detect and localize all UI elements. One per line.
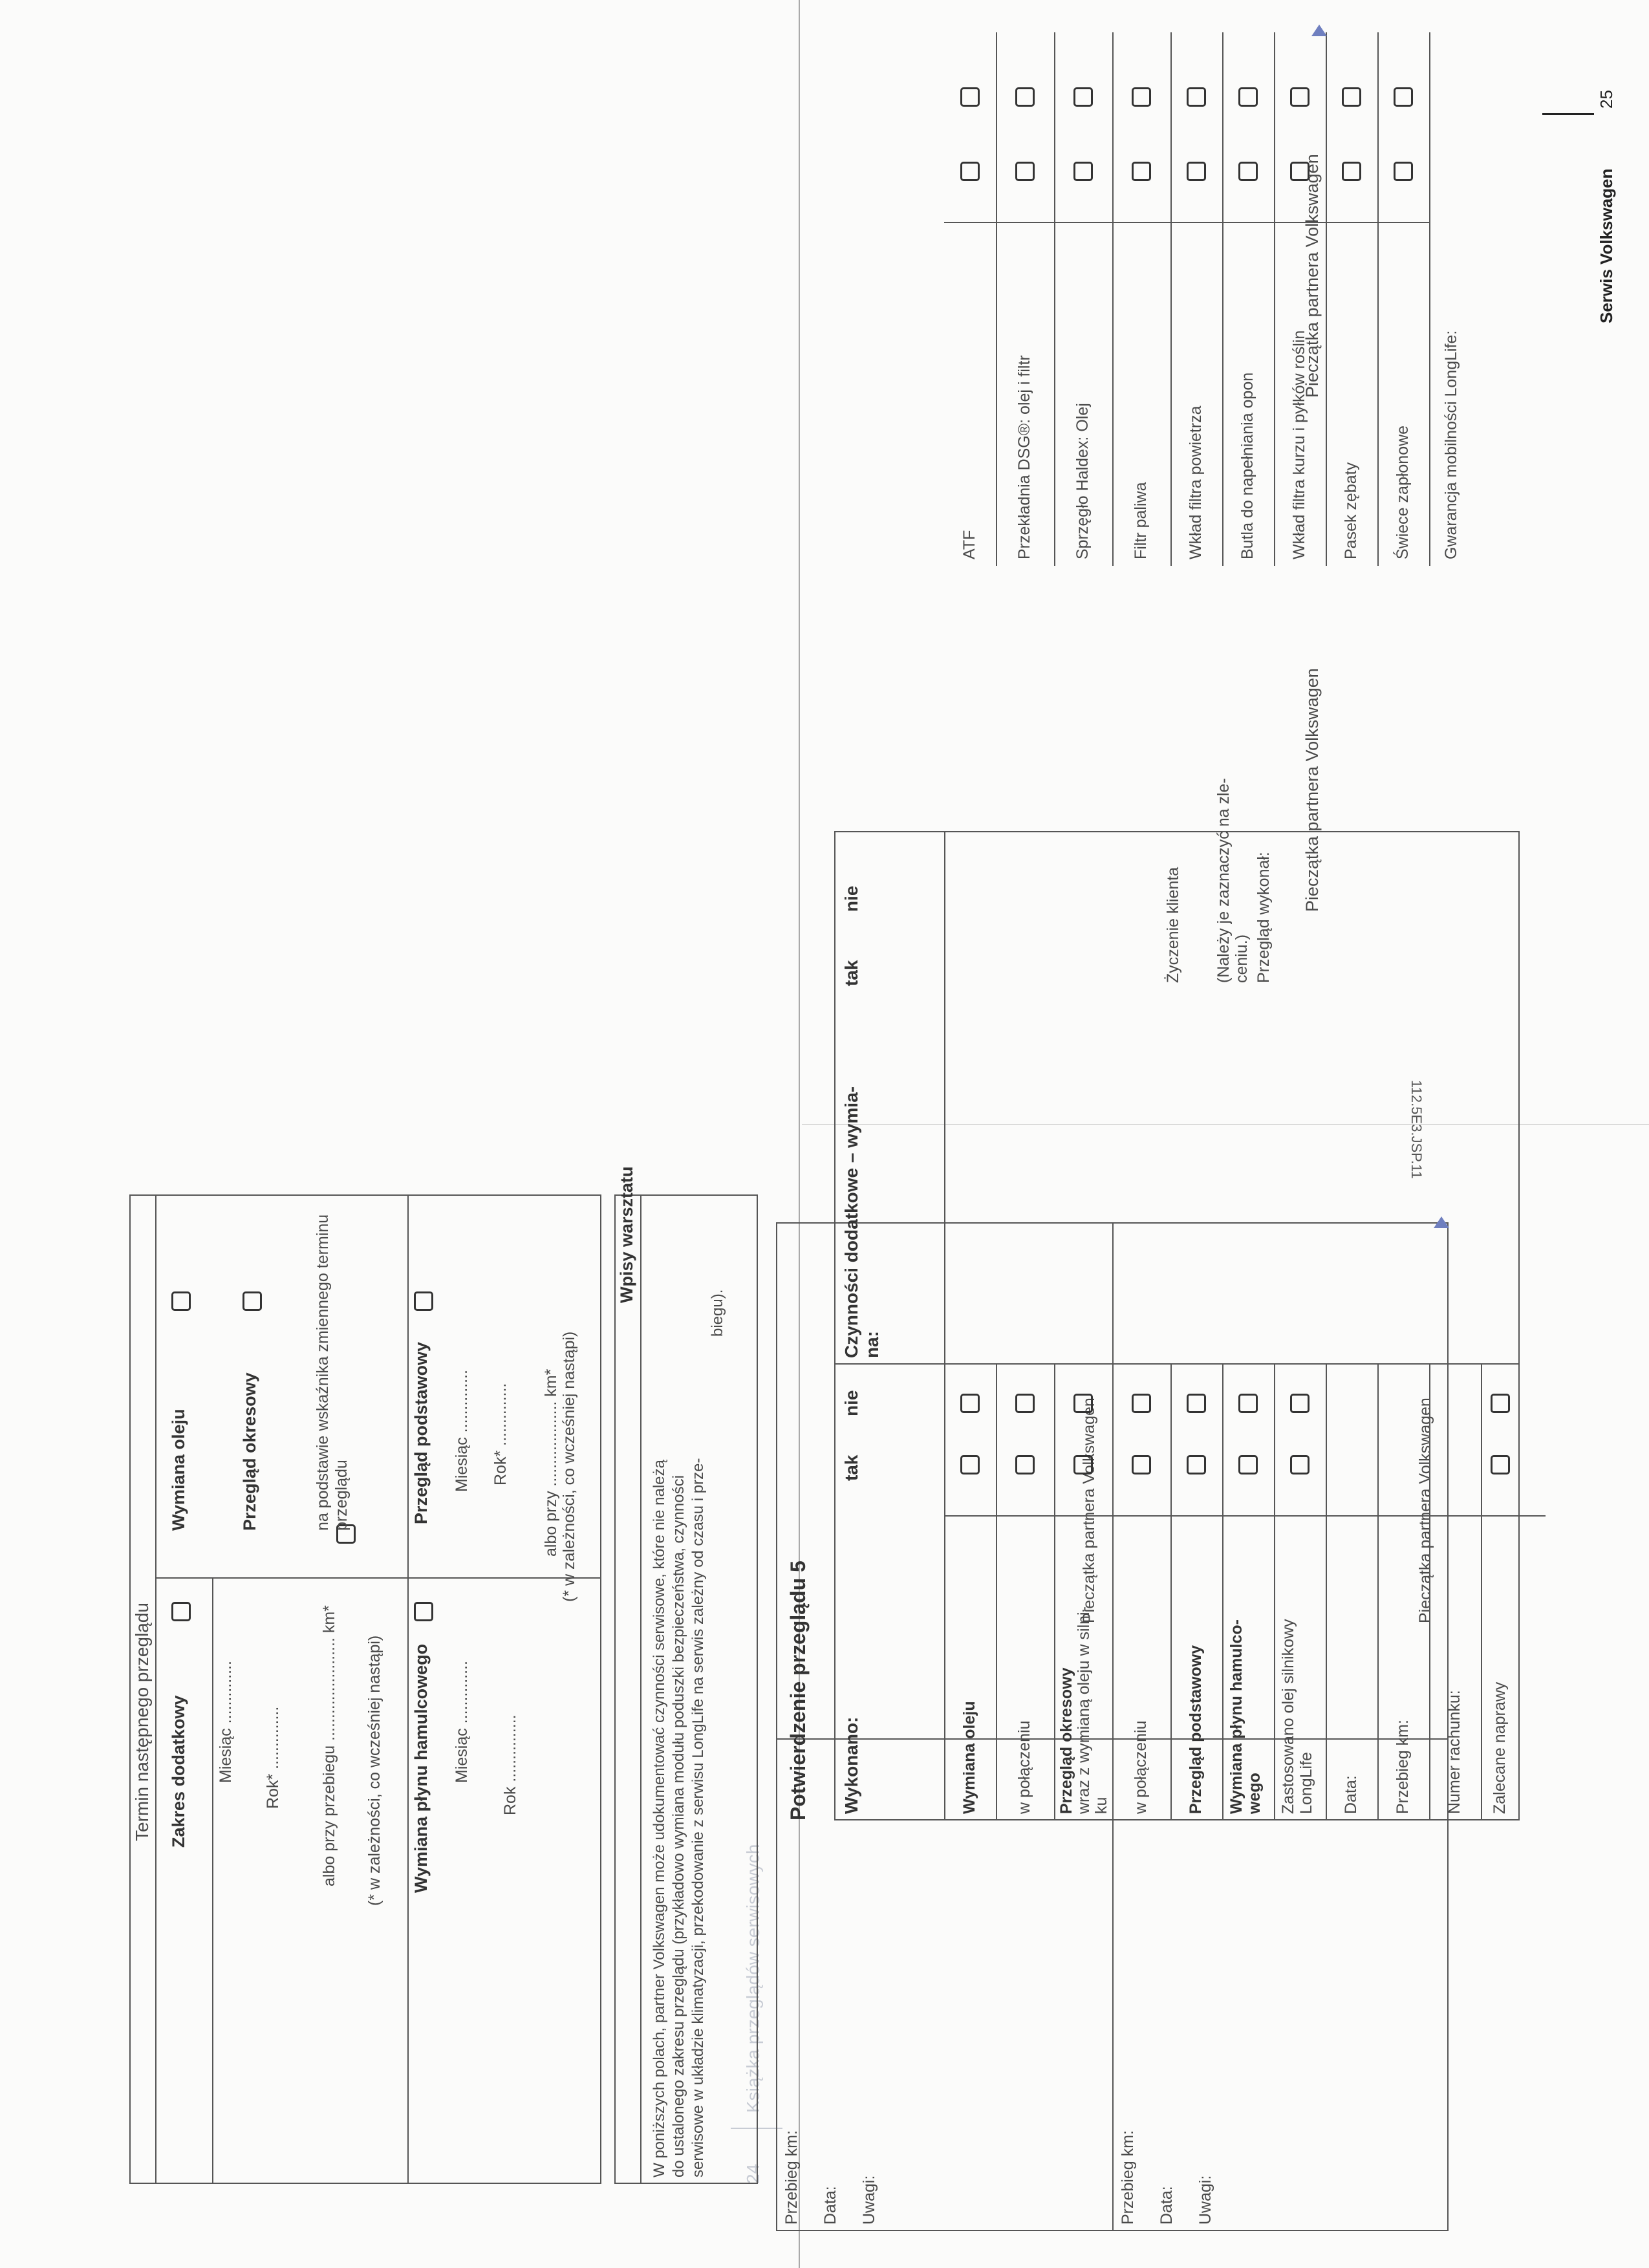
stamp-right: Pieczątka partnera Volkswagen [1302, 154, 1322, 398]
additional-note: (* w zależności, co wcześniej nastąpi) [365, 1635, 383, 1906]
indicator-line1: na podstawie wskaźnika zmiennego terminu [314, 1214, 332, 1531]
indicator-line2: przeglądu [332, 1460, 350, 1531]
footer-right-divider [1542, 113, 1594, 115]
entry2-km: Przebieg km: [1119, 2130, 1137, 2225]
footer-title: Książka przeglądów serwisowych [743, 1844, 763, 2113]
basic-month: Miesiąc .............. [453, 1370, 471, 1492]
checkbox-periodic[interactable] [242, 1291, 262, 1311]
extra-belt: Pasek zębaty [1342, 462, 1360, 559]
doc-code: 112.5E3.JSP.11 [1408, 1080, 1425, 1179]
col-yes: tak [841, 1454, 861, 1481]
basic-km: albo przy ................... km* [542, 1368, 560, 1557]
divider [407, 1194, 409, 2184]
extra-tyre: Butla do napełniania opon [1238, 372, 1256, 559]
additional-km: albo przy przebiegu ....................... km* [320, 1605, 338, 1886]
right-page-bottom [834, 52, 1630, 1481]
next-title: Termin następnego przeglądu [132, 1603, 152, 1841]
entry2-notes: Uwagi: [1196, 2175, 1214, 2225]
brake-label: Wymiana płynu hamulcowego [411, 1643, 431, 1893]
brake-year: Rok ............... [501, 1714, 519, 1815]
row-brake-l2: wego [1245, 1773, 1264, 1814]
divider [640, 1194, 641, 2184]
divider [155, 1577, 601, 1579]
row-periodic-conn: w połączeniu [1132, 1720, 1150, 1814]
extra-fuel: Filtr paliwa [1132, 482, 1150, 559]
entry2-stamp: Pieczątka partnera Volkswagen [1416, 1398, 1434, 1623]
entry1-km: Przebieg km: [782, 2130, 801, 2225]
row-mark-l2: ceniu.) [1233, 934, 1251, 983]
col-no: nie [841, 1390, 861, 1416]
entry1-date: Data: [821, 2186, 839, 2225]
workshop-title: Wpisy warsztatu [617, 1166, 636, 1303]
entry1-notes: Uwagi: [860, 2175, 878, 2225]
row-oil: Wymiana oleju [960, 1701, 978, 1814]
row-invoice: Numer rachunku: [1445, 1690, 1463, 1814]
stamp-left: Pieczątka partnera Volkswagen [1302, 668, 1322, 912]
row-performed: Przegląd wykonał: [1255, 852, 1273, 983]
col-extra-l1: Czynności dodatkowe – wymia- [841, 1086, 861, 1358]
basic-year: Rok* .............. [491, 1383, 510, 1485]
row-periodic-l3: ku [1092, 1797, 1110, 1814]
additional-month: Miesiąc .............. [217, 1661, 235, 1783]
additional-label: Zakres dodatkowy [169, 1695, 188, 1848]
checkbox-additional[interactable] [171, 1602, 191, 1621]
row-recommended: Zalecane naprawy [1491, 1681, 1509, 1814]
col-yes2: tak [841, 960, 861, 986]
row-brake-l1: Wymiana płynu hamulco- [1227, 1619, 1245, 1814]
confirmation-title: Potwierdzenie przeglądu 5 [786, 1561, 810, 1820]
row-periodic-l2: wraz z wymianą oleju w silni- [1075, 1606, 1093, 1814]
checkbox-basic[interactable] [414, 1291, 433, 1311]
extra-plugs: Świece zapłonowe [1394, 425, 1412, 559]
divider [155, 1194, 156, 2184]
oil-change-label: Wymiana oleju [169, 1409, 188, 1531]
extra-atf: ATF [960, 530, 978, 559]
workshop-line1: W poniższych polach, partner Volkswagen może udokumentować czynności serwisowe, które nie należą [651, 1460, 668, 2177]
extra-dsg: Przekładnia DSG®: olej i filtr [1015, 355, 1033, 559]
col-done: Wykonano: [841, 1716, 861, 1814]
page-number-right: 25 [1597, 90, 1616, 109]
row-oilused-l2: LongLife [1297, 1752, 1315, 1814]
checkbox-oil-change[interactable] [171, 1291, 191, 1311]
left-page [0, 1166, 799, 2268]
workshop-line2: do ustalonego zakresu przeglądu (przykładowo wymiana modułu poduszki bezpieczeństwa, czynności [670, 1475, 687, 2177]
col-no2: nie [841, 885, 861, 912]
row-customer: Życzenie klienta [1164, 867, 1182, 983]
additional-year: Rok* .............. [264, 1706, 282, 1809]
row-date: Data: [1342, 1775, 1360, 1814]
extra-haldex: Sprzęgło Haldex: Olej [1073, 403, 1092, 559]
row-oil-conn: w połączeniu [1015, 1720, 1033, 1814]
divider [212, 1579, 213, 2184]
checkbox-brake-fluid[interactable] [414, 1602, 433, 1621]
workshop-line4: biegu). [709, 1289, 726, 1337]
basic-label: Przegląd podstawowy [411, 1341, 431, 1524]
extra-air: Wkład filtra powietrza [1187, 405, 1205, 559]
row-mark-l1: (Należy je zaznaczyć na zle- [1214, 778, 1233, 983]
row-oilused-l1: Zastosowano olej silnikowy [1279, 1619, 1297, 1814]
extra-pollen: Wkład filtra kurzu i pyłków roślin [1290, 330, 1308, 559]
row-basic: Przegląd podstawowy [1187, 1645, 1205, 1814]
brake-month: Miesiąc .............. [453, 1661, 471, 1783]
footer-right-title: Serwis Volkswagen [1597, 168, 1616, 323]
basic-note: (* w zależności, co wcześniej nastąpi) [560, 1331, 578, 1602]
row-periodic: Przegląd okresowy [1057, 1667, 1075, 1814]
row-km: Przebieg km: [1394, 1720, 1412, 1814]
entry2-date: Data: [1158, 2186, 1176, 2225]
page-number: 24 [743, 2163, 763, 2184]
col-extra-l2: na: [862, 1331, 882, 1358]
workshop-line3: serwisowe w układzie klimatyzacji, przekodowanie z serwisu LongLife na serwis zależny od czasu i prze- [689, 1458, 707, 2177]
extra-mobility: Gwarancja mobilności LongLife: [1442, 330, 1460, 559]
periodic-label: Przegląd okresowy [240, 1372, 259, 1531]
entry1-stamp: Pieczątka partnera Volkswagen [1080, 1398, 1098, 1623]
continue-marker-right-icon [1311, 25, 1327, 36]
